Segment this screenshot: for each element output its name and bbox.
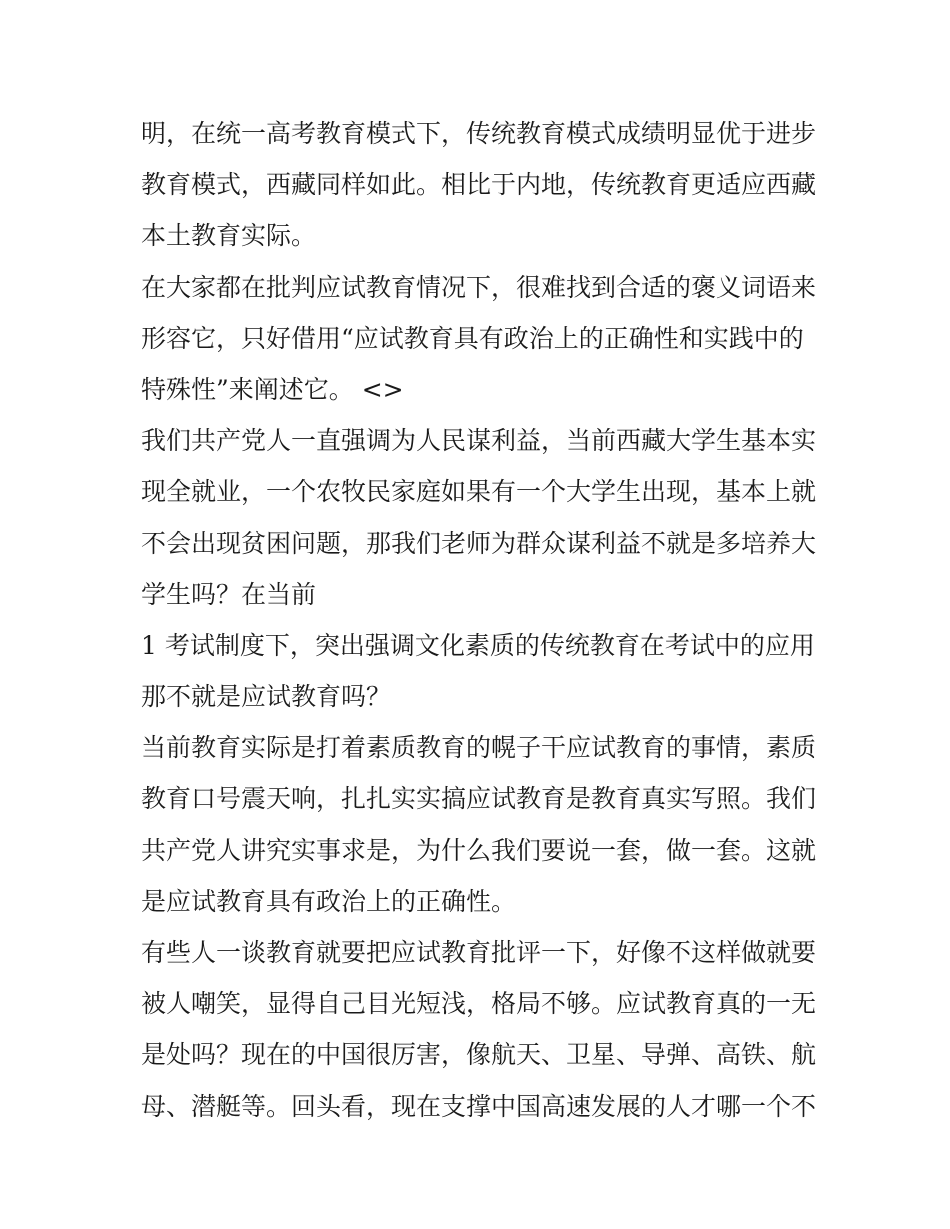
text-line: 本土教育实际。 (141, 221, 317, 251)
text-line: 当前教育实际是打着素质教育的幌子干应试教育的事情，素质 (141, 733, 817, 763)
text-line: 不会出现贫困问题，那我们老师为群众谋利益不就是多培养大 (141, 528, 817, 558)
text-line: 在大家都在批判应试教育情况下，很难找到合适的褒义词语来 (141, 272, 817, 302)
text-line: 教育模式，西藏同样如此。相比于内地，传统教育更适应西藏 (141, 170, 817, 200)
text-line: 特殊性”来阐述它。 <> (141, 374, 404, 404)
text-line: 那不就是应试教育吗？ (141, 682, 392, 712)
text-line: 我们共产党人一直强调为人民谋利益，当前西藏大学生基本实 (141, 426, 817, 456)
document-body (141, 108, 817, 1132)
text-line: 有些人一谈教育就要把应试教育批评一下，好像不这样做就要 (141, 938, 817, 967)
text-line: 明，在统一高考教育模式下，传统教育模式成绩明显优于进步 (141, 119, 817, 148)
text-line: 被人嘲笑，显得自己目光短浅，格局不够。应试教育真的一无 (141, 989, 817, 1019)
text-line: 1 考试制度下，突出强调文化素质的传统教育在考试中的应用 (141, 630, 815, 660)
text-line: 形容它，只好借用“应试教育具有政治上的正确性和实践中的 (141, 323, 804, 353)
text-line: 学生吗？在当前 (141, 579, 317, 609)
text-line: 是应试教育具有政治上的正确性。 (141, 886, 517, 916)
text-line: 母、潜艇等。回头看，现在支撑中国高速发展的人才哪一个不 (141, 1091, 817, 1121)
text-line: 教育口号震天响，扎扎实实搞应试教育是教育真实写照。我们 (141, 784, 817, 814)
text-line: 是处吗？现在的中国很厉害，像航天、卫星、导弹、高铁、航 (141, 1040, 817, 1070)
text-line: 共产党人讲究实事求是，为什么我们要说一套，做一套。这就 (141, 835, 817, 865)
text-line: 现全就业，一个农牧民家庭如果有一个大学生出现，基本上就 (141, 477, 817, 507)
